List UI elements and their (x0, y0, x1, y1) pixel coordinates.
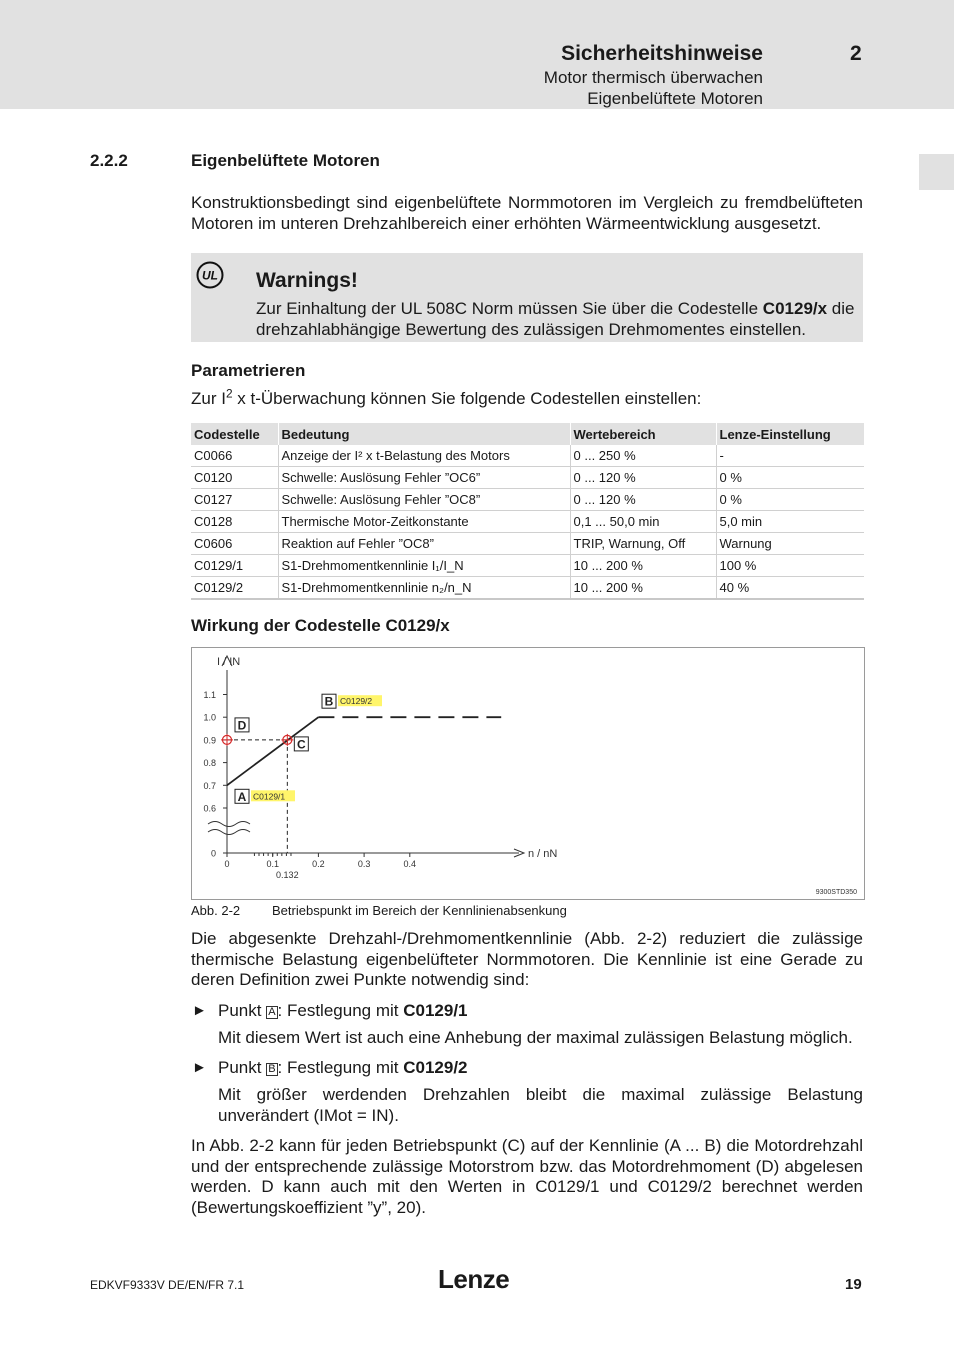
bullet-a-sub: Mit diesem Wert ist auch eine Anhebung der maximal zulässigen Belastung möglich. (218, 1028, 853, 1047)
code-tag: C0129/2 (340, 696, 373, 707)
table-cell-desc: Schwelle: Auslösung Fehler ”OC8” (278, 489, 570, 511)
warning-box (191, 253, 863, 342)
param-heading: Parametrieren (191, 361, 306, 380)
table-cell-default: 0 % (716, 489, 864, 511)
table-cell-default: 100 % (716, 555, 864, 577)
y-axis-label: I / IN (217, 656, 241, 668)
table-cell-range: 0,1 ... 50,0 min (570, 511, 716, 533)
figure-box (191, 647, 865, 900)
table-cell-range: 10 ... 200 % (570, 555, 716, 577)
warning-title: Warnings! (256, 269, 358, 292)
header-chapter-number: 2 (850, 42, 862, 65)
y-tick-label: 0.8 (203, 758, 216, 769)
bullet-marker: ► (192, 1059, 207, 1076)
table-row (191, 467, 864, 489)
table-cell-desc: Schwelle: Auslösung Fehler ”OC6” (278, 467, 570, 489)
bullet-b-text: Punkt B : Festlegung mit C0129/2 (218, 1058, 468, 1077)
point-label-d: D (237, 718, 247, 733)
x-extra-tick-label: 0.132 (276, 870, 299, 880)
table-row (191, 511, 864, 533)
table-cell-range: 0 ... 120 % (570, 467, 716, 489)
lenze-logo: Lenze (438, 1264, 510, 1294)
header-subtitle-2: Eigenbelüftete Motoren (587, 89, 763, 108)
axis-break-mark (208, 830, 250, 835)
table-header: Bedeutung (278, 423, 570, 445)
intro-paragraph: Konstruktionsbedingt sind eigenbelüftete Normmotoren im Vergleich zu fremdbelüfteten Motoren im unteren Drehzahlbereich einer erhöhten Wärmeentwicklung ausgesetzt. (191, 193, 863, 233)
code-tag: C0129/1 (253, 791, 286, 802)
x-axis-label: n / nN (528, 848, 558, 860)
figure-id: 9300STD350 (815, 889, 857, 896)
table-cell-code: C0129/1 (191, 555, 278, 577)
table-cell-code: C0606 (191, 533, 278, 555)
table-header: Codestelle (191, 423, 278, 445)
bullet-marker: ► (192, 1002, 207, 1019)
point-label-a: A (237, 789, 247, 804)
table-header: Lenze-Einstellung (716, 423, 864, 445)
axis-break-mark (208, 822, 250, 827)
table-cell-range: 0 ... 120 % (570, 489, 716, 511)
table-cell-default: - (716, 445, 864, 467)
table-cell-default: 5,0 min (716, 511, 864, 533)
table-header: Wertebereich (570, 423, 716, 445)
ul-mark-icon (196, 261, 224, 289)
y-tick-label: 0.6 (203, 803, 216, 814)
bullet-a-text: Punkt A : Festlegung mit C0129/1 (218, 1001, 468, 1020)
body-paragraph: Die abgesenkte Drehzahl-/Drehmomentkennlinie (Abb. 2-2) reduziert die zulässige thermische Belastung eigenbelüfteter Normmotoren. Die Kennlinie ist eine Gerade zu deren Definition zwei Punkte notwendig sind: (191, 929, 863, 989)
header-subtitle-1: Motor thermisch überwachen (543, 68, 763, 87)
warning-text: Zur Einhaltung der UL 508C Norm müssen Sie über die Codestelle C0129/x die drehzahlabhängige Bewertung des zulässigen Drehmomentes einstellen. (256, 299, 855, 339)
table-header-row (191, 423, 864, 445)
figure-heading: Wirkung der Codestelle C0129/x (191, 616, 450, 635)
point-label-b: B (324, 694, 334, 709)
svg-text:UL: UL (202, 268, 218, 283)
table-cell-range: 0 ... 250 % (570, 445, 716, 467)
y-tick-label: 1.1 (203, 690, 216, 700)
y-tick-label: 0.9 (203, 735, 216, 746)
table-row (191, 445, 864, 467)
page-header (0, 0, 954, 109)
x-tick-label: 0.4 (403, 859, 417, 869)
point-b-box: B (268, 1063, 276, 1075)
x-tick-label: 0.2 (312, 859, 325, 869)
table-row (191, 533, 864, 555)
table-cell-code: C0129/2 (191, 577, 278, 600)
y-tick-label: 0 (210, 848, 216, 859)
x-tick-label: 0 (224, 859, 230, 869)
table-cell-default: 40 % (716, 577, 864, 600)
table-cell-desc: Thermische Motor-Zeitkonstante (278, 511, 570, 533)
table-cell-desc: S1-Drehmomentkennlinie n₂/n_N (278, 577, 570, 600)
y-tick-label: 1.0 (203, 712, 216, 723)
table-cell-desc: Anzeige der I² x t-Belastung des Motors (278, 445, 570, 467)
table-cell-code: C0120 (191, 467, 278, 489)
table-cell-code: C0127 (191, 489, 278, 511)
param-intro: Zur $I^2$ x t-Überwachung können Sie folgende Codestellen einstellen: (191, 386, 702, 408)
table-cell-desc: Reaktion auf Fehler ”OC8” (278, 533, 570, 555)
header-title: Sicherheitshinweise (561, 42, 763, 65)
codes-table (191, 423, 864, 600)
x-tick-label: 0.1 (266, 859, 279, 869)
section-number: 2.2.2 (90, 151, 128, 170)
table-cell-range: 10 ... 200 % (570, 577, 716, 600)
table-row (191, 489, 864, 511)
figure-caption-number: Abb. 2-2 (191, 903, 241, 918)
table-row (191, 555, 864, 577)
table-cell-code: C0128 (191, 511, 278, 533)
table-row (191, 577, 864, 600)
page-number: 19 (845, 1276, 862, 1293)
x-tick-label: 0.3 (357, 859, 371, 869)
final-paragraph: In Abb. 2-2 kann für jeden Betriebspunkt (C) auf der Kennlinie (A ... B) die Motordrehzahl und der entsprechende zulässige Motorstrom bzw. das Motordrehmoment (D) abgelesen werden. D kann auch mit den Werten in C0129/1 und C0129/2 berechnet werden (Bewertungskoeffizient ”y”, 20). (191, 1136, 863, 1217)
table-cell-desc: S1-Drehmomentkennlinie I₁/I_N (278, 555, 570, 577)
table-cell-code: C0066 (191, 445, 278, 467)
table-cell-range: TRIP, Warnung, Off (570, 533, 716, 555)
bullet-b-sub: Mit größer werdenden Drehzahlen bleibt die maximal zulässige Belastung unverändert (IMot = IN). (218, 1085, 863, 1125)
point-label-c: C (296, 737, 306, 752)
chapter-side-tab (919, 154, 954, 190)
warning-code: C0129/x (762, 299, 828, 318)
section-title: Eigenbelüftete Motoren (191, 151, 380, 170)
chart (192, 648, 864, 899)
table-cell-default: 0 % (716, 467, 864, 489)
figure-caption-text: Betriebspunkt im Bereich der Kennlinienabsenkung (272, 903, 567, 918)
point-a-box: A (268, 1006, 276, 1018)
footer-doc-code: EDKVF9333V DE/EN/FR 7.1 (90, 1278, 245, 1292)
table-cell-default: Warnung (716, 533, 864, 555)
y-tick-label: 0.7 (203, 780, 216, 791)
